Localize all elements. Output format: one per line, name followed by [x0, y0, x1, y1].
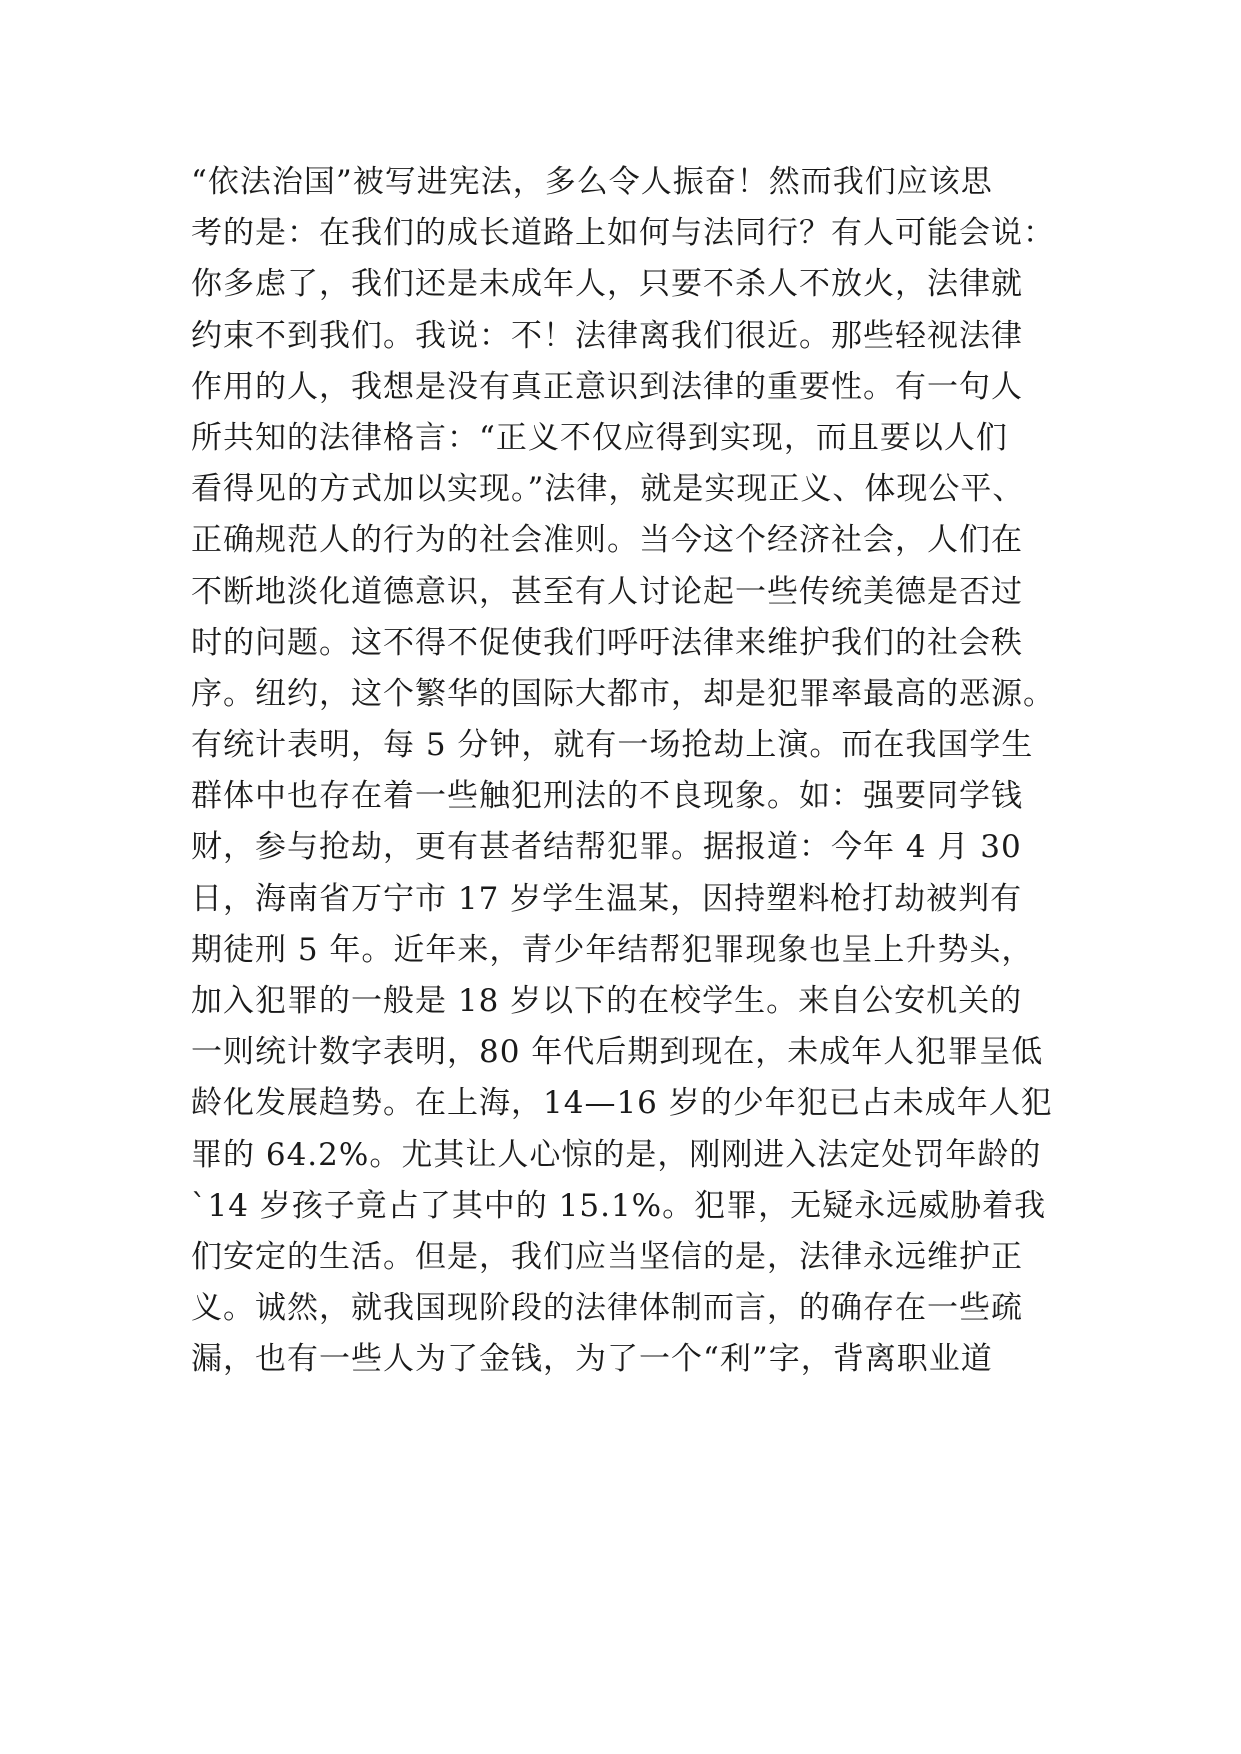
text-line: `14 岁孩子竟占了其中的 15.1%。犯罪，无疑永远威胁着我 — [191, 1187, 1047, 1224]
text-line: 看得见的方式加以实现。”法律，就是实现正义、体现公平、 — [191, 471, 1025, 508]
text-line: “依法治国”被写进宪法，多么令人振奋！然而我们应该思 — [191, 164, 993, 200]
text-line: 群体中也存在着一些触犯刑法的不良现象。如：强要同学钱 — [191, 778, 1023, 815]
text-line: 们安定的生活。但是，我们应当坚信的是，法律永远维护正 — [191, 1238, 1023, 1275]
body-text — [191, 157, 1071, 1386]
text-line: 财，参与抢劫，更有甚者结帮犯罪。据报道：今年 4 月 30 — [191, 829, 1022, 866]
text-line: 龄化发展趋势。在上海，14—16 岁的少年犯已占未成年人犯 — [191, 1085, 1053, 1122]
text-line: 时的问题。这不得不促使我们呼吁法律来维护我们的社会秩 — [191, 624, 1023, 661]
text-line: 所共知的法律格言：“正义不仅应得到实现，而且要以人们 — [191, 419, 1008, 456]
text-line: 约束不到我们。我说：不！法律离我们很近。那些轻视法律 — [191, 317, 1023, 354]
text-line: 作用的人，我想是没有真正意识到法律的重要性。有一句人 — [191, 368, 1023, 405]
text-line: 正确规范人的行为的社会准则。当今这个经济社会，人们在 — [191, 522, 1023, 559]
text-line: 日，海南省万宁市 17 岁学生温某，因持塑料枪打劫被判有 — [191, 880, 1023, 917]
text-line: 漏，也有一些人为了金钱，为了一个“利”字，背离职业道 — [191, 1341, 993, 1378]
text-line: 不断地淡化道德意识，甚至有人讨论起一些传统美德是否过 — [191, 573, 1023, 610]
text-line: 你多虑了，我们还是未成年人，只要不杀人不放火，法律就 — [191, 266, 1023, 303]
text-line: 期徒刑 5 年。近年来，青少年结帮犯罪现象也呈上升势头， — [191, 931, 1034, 968]
text-line: 有统计表明，每 5 分钟，就有一场抢劫上演。而在我国学生 — [191, 727, 1034, 764]
text-line: 罪的 64.2%。尤其让人心惊的是，刚刚进入法定处罚年龄的 — [191, 1136, 1042, 1173]
text-line: 加入犯罪的一般是 18 岁以下的在校学生。来自公安机关的 — [191, 983, 1023, 1019]
text-line: 一则统计数字表明，80 年代后期到现在，未成年人犯罪呈低 — [191, 1034, 1044, 1071]
text-line: 义。诚然，就我国现阶段的法律体制而言，的确存在一些疏 — [191, 1290, 1023, 1327]
text-line: 考的是：在我们的成长道路上如何与法同行？有人可能会说： — [191, 215, 1055, 252]
text-line: 序。纽约，这个繁华的国际大都市，却是犯罪率最高的恶源。 — [191, 675, 1055, 712]
